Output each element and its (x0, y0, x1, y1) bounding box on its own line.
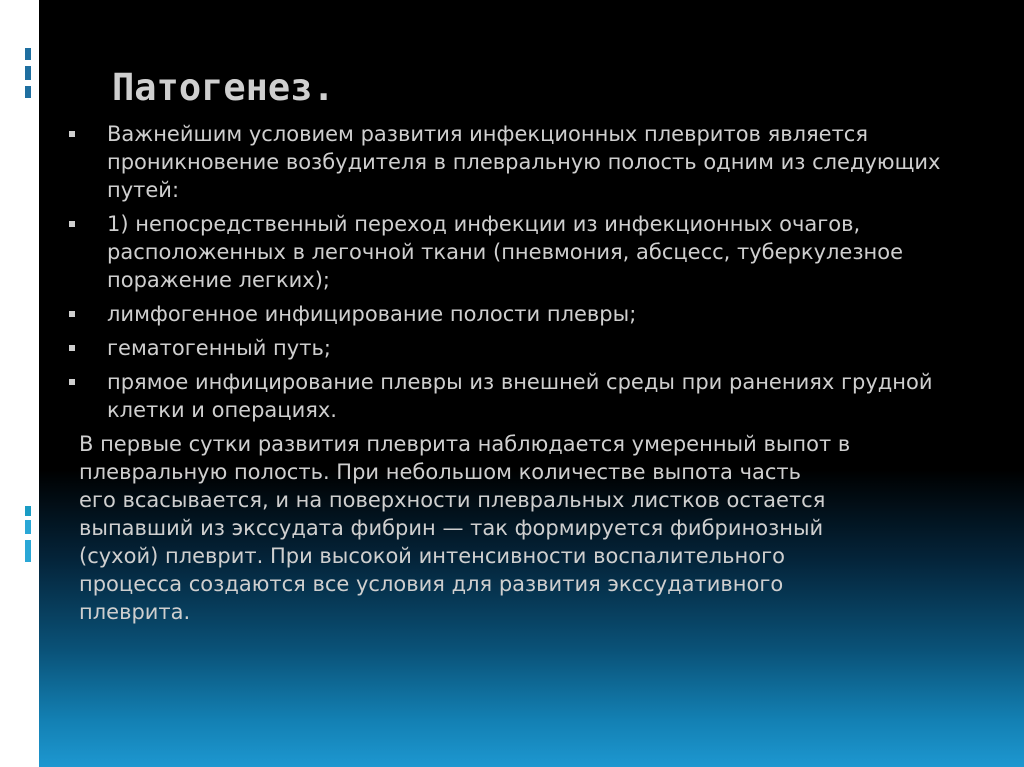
slide-title: Патогенез. (112, 66, 335, 109)
bullet-square-icon (69, 345, 75, 351)
paragraph-line: плеврита. (79, 600, 191, 624)
bullet-text: 1) непосредственный переход инфекции из инфекционных очагов, расположенных в легочной ткани (пневмония, абсцесс, туберкулезное поражение легких); (107, 212, 904, 292)
paragraph-line: процесса создаются все условия для развития экссудативного (79, 572, 784, 596)
deco-bar (25, 66, 31, 80)
bullet-item (67, 300, 967, 328)
bullet-item (67, 120, 967, 204)
paragraph-line: его всасывается, и на поверхности плевральных листков остается (79, 488, 826, 512)
bullet-item (67, 210, 967, 294)
bullet-square-icon (69, 379, 75, 385)
bullet-square-icon (69, 311, 75, 317)
bullet-square-icon (69, 131, 75, 137)
body-paragraph (79, 430, 959, 626)
slide-content (67, 120, 967, 626)
deco-bar (25, 506, 31, 516)
paragraph-line: плевральную полость. При небольшом количестве выпота часть (79, 460, 802, 484)
left-margin (0, 0, 39, 767)
bullet-text: прямое инфицирование плевры из внешней среды при ранениях грудной клетки и операциях. (107, 370, 933, 422)
deco-bar (25, 48, 31, 60)
bullet-list (67, 120, 967, 424)
deco-bar (25, 540, 31, 562)
paragraph-line: выпавший из экссудата фибрин — так формируется фибринозный (79, 516, 824, 540)
bullet-text: лимфогенное инфицирование полости плевры; (107, 302, 637, 326)
paragraph-line: (сухой) плеврит. При высокой интенсивности воспалительного (79, 544, 785, 568)
bullet-text: Важнейшим условием развития инфекционных плевритов является проникновение возбудителя в плевральную полость одним из следующих путей: (107, 122, 941, 202)
paragraph-line: В первые сутки развития плеврита наблюдается умеренный выпот в (79, 432, 851, 456)
bullet-text: гематогенный путь; (107, 336, 331, 360)
bullet-item (67, 334, 967, 362)
bullet-square-icon (69, 221, 75, 227)
bullet-item (67, 368, 967, 424)
deco-bar (25, 520, 31, 534)
deco-bar (25, 86, 31, 98)
